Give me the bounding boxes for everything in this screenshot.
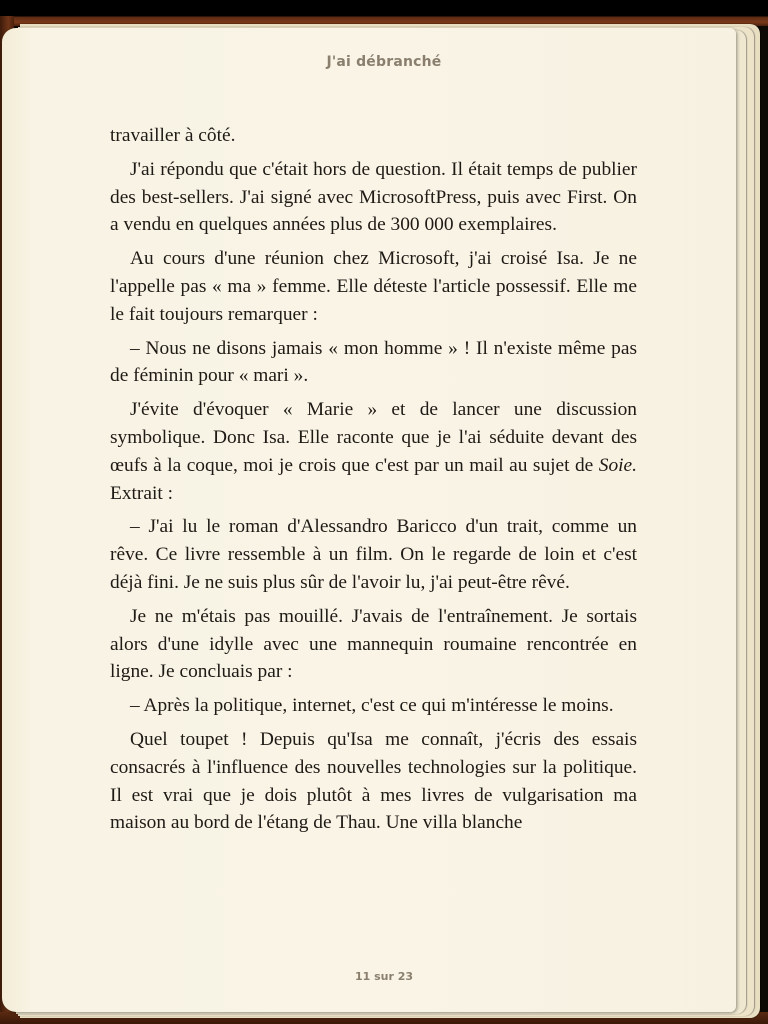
paragraph: – Nous ne disons jamais « mon homme » ! Il n'existe même pas de féminin pour « mari ». [110,337,637,387]
paragraph: – Après la politique, internet, c'est ce qui m'intéresse le moins. [130,695,614,717]
paragraph: – J'ai lu le roman d'Alessandro Baricco d'un trait, comme un rêve. Ce livre ressemble à un film. On le regarde de loin et c'est déjà fini. Je ne suis plus sûr de l'avoir lu, j'ai peut-être rêvé. [110,516,637,593]
paragraph: J'ai répondu que c'était hors de question. Il était temps de publier des best-sellers. J'ai signé avec MicrosoftPress, puis avec First. On a vendu en quelques années plus de 300 000 exemplaires. [110,158,637,236]
page-indicator: 11 sur 23 [354,970,414,983]
paragraph: Quel toupet ! Depuis qu'Isa me connaît, j'écris des essais consacrés à l'influence des nouvelles technologies sur la politique. Il est vrai que je dois plutôt à mes livres de vulgarisation ma maison au bord de l'étang de Thau. Une villa blanche [110,728,637,834]
paragraph: Au cours d'une réunion chez Microsoft, j'ai croisé Isa. Je ne l'appelle pas « ma » femme. Elle déteste l'article possessif. Elle me le fait toujours remarquer : [110,248,637,325]
bookshelf-top-frame [0,0,768,26]
book-title-italic: Soie. [598,454,637,476]
paragraph: Je ne m'étais pas mouillé. J'avais de l'entraînement. Je sortais alors d'une idylle avec une mannequin roumaine rencontrée en ligne. Je concluais par : [110,605,637,683]
paragraph-text: Extrait : [110,482,174,504]
page-text[interactable] [110,122,637,843]
book-title-header[interactable]: J'ai débranché [326,54,442,70]
paragraph: travailler à côté. [110,125,236,146]
paragraph [110,396,637,507]
paragraph-text: J'évite d'évoquer « Marie » et de lancer une discussion symbolique. Donc Isa. Elle raconte que je l'ai séduite devant des œufs à la coque, moi je crois que c'est par un mail au sujet de [110,399,637,476]
